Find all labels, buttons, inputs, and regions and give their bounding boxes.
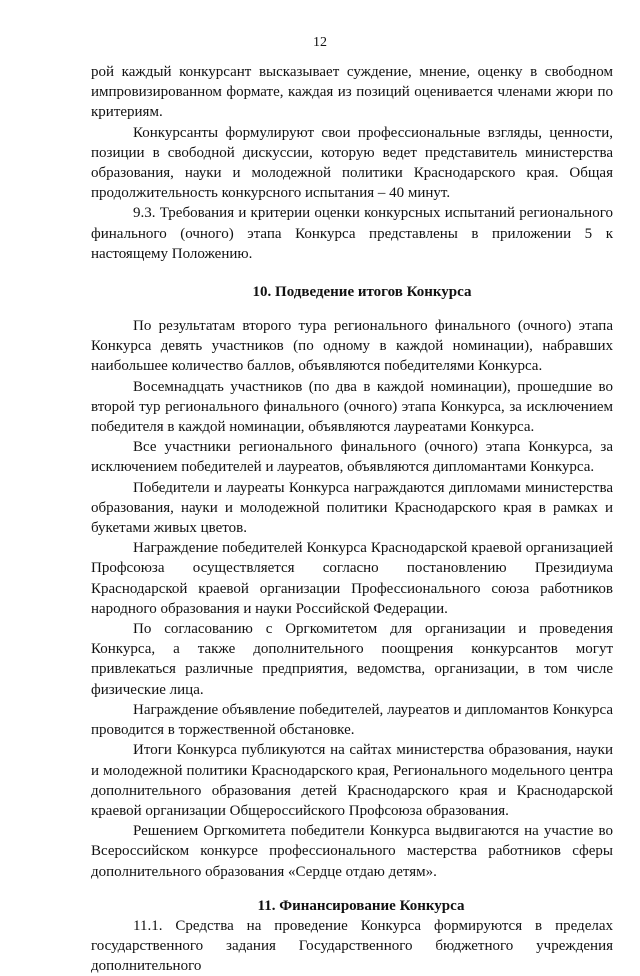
page-content xyxy=(91,62,613,976)
section-10-heading: 10. Подведение итогов Конкурса xyxy=(252,284,472,301)
page-number: 12 xyxy=(313,35,327,50)
section-10-paragraph: По согласованию с Оргкомитетом для организации и проведения Конкурса, а также дополнительного поощрения конкурсантов могут привлекаться различные предприятия, ведомства, организации, в том числе физические лица. xyxy=(91,621,613,698)
paragraph-discussion: Конкурсанты формулируют свои профессиональные взгляды, ценности, позиции в свободной дискуссии, которую ведет представитель министерства образования, науки и молодежной политики Краснодарского края. Общая продолжительность конкурсного испытания – 40 минут. xyxy=(91,124,613,202)
section-10-paragraph: Победители и лауреаты Конкурса награждаются дипломами министерства образования, науки и молодежной политики Краснодарского края в рамках и букетами живых цветов. xyxy=(91,479,613,537)
section-10-paragraph: Решением Оргкомитета победители Конкурса выдвигаются на участие во Всероссийском конкурсе профессионального мастерства работников сферы дополнительного образования «Сердце отдаю детям». xyxy=(91,823,613,880)
section-10-paragraph: Награждение победителей Конкурса Краснодарской краевой организацией Профсоюза осуществляется согласно постановлению Президиума Краснодарской краевой организации Профессионального союза работников народного образования и науки Российской Федерации. xyxy=(91,540,613,617)
section-11-paragraph: 11.1. Средства на проведение Конкурса формируются в пределах государственного задания Государственного бюджетного учреждения дополнительного xyxy=(91,917,613,975)
section-10-paragraph: Все участники регионального финального (очного) этапа Конкурса, за исключением победителей и лауреатов, объявляются дипломантами Конкурса. xyxy=(91,439,613,476)
section-10-paragraph: Награждение объявление победителей, лауреатов и дипломантов Конкурса проводится в торжественной обстановке. xyxy=(91,701,613,739)
paragraph-requirements: 9.3. Требования и критерии оценки конкурсных испытаний регионального финального (очного) этапа Конкурса представлены в приложении 5 к настоящему Положению. xyxy=(91,205,613,262)
section-10-paragraph: Восемнадцать участников (по два в каждой номинации), прошедшие во второй тур регионального финального (очного) этапа Конкурса, за исключением победителя в каждой номинации, объявляются лауреатами Конкурса. xyxy=(91,378,613,436)
paragraph-continuation: рой каждый конкурсант высказывает суждение, мнение, оценку в свободном импровизированном формате, каждая из позиций оценивается членами жюри по критериям. xyxy=(91,64,613,121)
section-11-heading: 11. Финансирование Конкурса xyxy=(257,897,465,914)
section-10-paragraph: Итоги Конкурса публикуются на сайтах министерства образования, науки и молодежной политики Краснодарского края, Регионального модельного центра дополнительного образования детей Краснодарского края и Краснодарской краевой организации Общероссийского Профсоюза образования. xyxy=(91,742,613,819)
section-10-paragraph: По результатам второго тура регионального финального (очного) этапа Конкурса девять участников (по одному в каждой номинации), набравших наибольшее количество баллов, объявляются победителями Конкурса. xyxy=(91,318,613,375)
